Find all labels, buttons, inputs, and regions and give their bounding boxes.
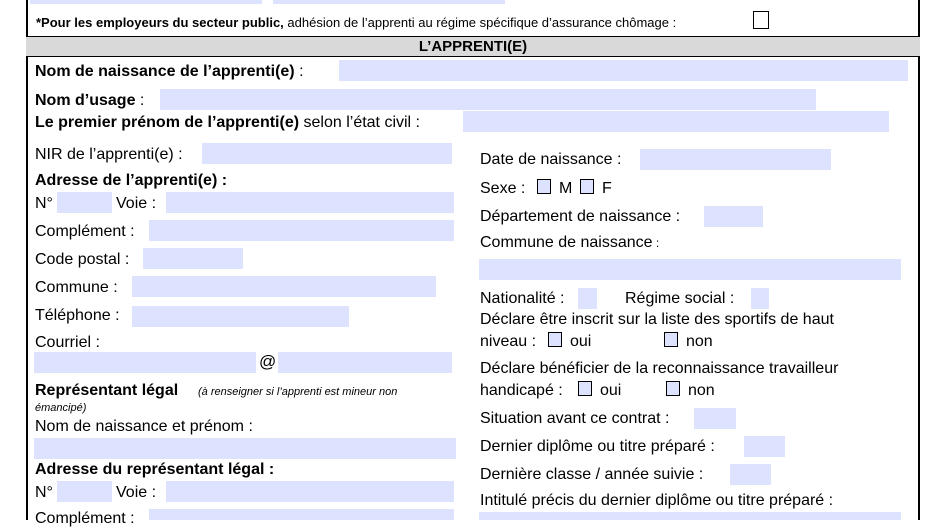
representant-note: (à renseigner si l’apprenti est mineur non [198,386,398,398]
commune-field[interactable] [132,276,436,297]
complement-field[interactable] [149,220,454,241]
diplome-field[interactable] [744,436,785,457]
public-sector-text: adhésion de l’apprenti au régime spécifique d’assurance chômage : [283,15,677,30]
regime-field[interactable] [751,288,769,309]
sportif-non-label: non [686,333,713,350]
nom-usage-field[interactable] [160,89,816,110]
situation-label: Situation avant ce contrat : [480,410,670,427]
public-sector-prefix: *Pour les employeurs du secteur public, [36,15,284,30]
sexe-f-checkbox[interactable] [580,179,594,194]
section-title: L’APPRENTI(E) [418,38,528,55]
nom-prenom-field[interactable] [34,438,456,459]
voie2-field[interactable] [166,481,454,502]
assurance-chomage-checkbox[interactable] [753,11,769,29]
nationalite-label: Nationalité : [480,290,565,307]
sportif-oui-label: oui [570,333,592,350]
voie-field[interactable] [166,192,454,213]
regime-label: Régime social : [625,290,735,307]
complement2-label: Complément : [35,510,135,527]
telephone-label: Téléphone : [35,307,120,324]
nom-naissance-label: Nom de naissance de l’apprenti(e) : [35,63,304,80]
code-postal-field[interactable] [143,248,243,269]
voie2-label: Voie : [116,484,157,501]
diplome-label: Dernier diplôme ou titre préparé : [480,438,715,455]
sexe-label: Sexe : [480,180,526,197]
intitule-field[interactable] [479,512,901,520]
situation-field[interactable] [694,408,736,429]
handicap-line-1: Déclare bénéficier de la reconnaissance travailleur [480,360,839,377]
telephone-field[interactable] [132,306,349,327]
intitule-label: Intitulé précis du dernier diplôme ou titre préparé : [480,492,834,509]
frame-right [918,0,920,520]
sportif-line-1: Déclare être inscrit sur la liste des sportifs de haut [480,311,834,328]
no-label: N° [35,195,53,212]
public-sector-line [36,13,676,32]
nir-field[interactable] [202,143,452,164]
representant-note-2: émancipé) [35,402,87,414]
adresse-label: Adresse de l’apprenti(e) : [35,172,228,189]
handicap-non-label: non [688,382,715,399]
classe-field[interactable] [730,464,771,485]
commune-naissance-label: Commune de naissance : [480,234,660,251]
frame-left [26,0,28,520]
classe-label: Dernière classe / année suivie : [480,466,704,483]
handicap-oui-label: oui [600,382,622,399]
representant-label: Représentant légal [35,382,179,399]
handicap-oui-checkbox[interactable] [578,381,592,396]
sportif-line-2: niveau : [480,333,537,350]
courriel-user-field[interactable] [34,352,256,373]
sexe-m-checkbox[interactable] [537,179,551,194]
no-field[interactable] [57,192,112,213]
complement2-field[interactable] [149,509,454,520]
top-field-partial-1[interactable] [30,0,262,4]
departement-field[interactable] [704,206,763,227]
date-naissance-label: Date de naissance : [480,151,622,168]
top-field-partial-2[interactable] [273,0,505,4]
nom-usage-label: Nom d’usage : [35,92,145,109]
adresse-rep-label: Adresse du représentant légal : [35,461,275,478]
departement-label: Département de naissance : [480,208,681,225]
courriel-domain-field[interactable] [278,352,452,373]
complement-label: Complément : [35,223,135,240]
handicap-line-2: handicapé : [480,382,563,399]
commune-label: Commune : [35,279,118,296]
nir-label: NIR de l’apprenti(e) : [35,146,183,163]
nationalite-field[interactable] [578,288,597,309]
no2-label: N° [35,484,53,501]
nom-prenom-label: Nom de naissance et prénom : [35,418,253,435]
no2-field[interactable] [57,481,112,502]
handicap-non-checkbox[interactable] [666,381,680,396]
date-naissance-field[interactable] [640,149,831,170]
at-sign: @ [259,352,277,371]
prenom-label: Le premier prénom de l’apprenti(e) selon l’état civil : [35,114,420,131]
courriel-label: Courriel : [35,334,100,351]
voie-label: Voie : [116,195,157,212]
nom-naissance-field[interactable] [339,60,908,81]
sportif-non-checkbox[interactable] [664,332,678,347]
sportif-oui-checkbox[interactable] [548,332,562,347]
sexe-f-label: F [602,180,612,197]
prenom-field[interactable] [463,111,889,132]
code-postal-label: Code postal : [35,251,130,268]
commune-naissance-field[interactable] [479,259,901,280]
sexe-m-label: M [559,180,573,197]
